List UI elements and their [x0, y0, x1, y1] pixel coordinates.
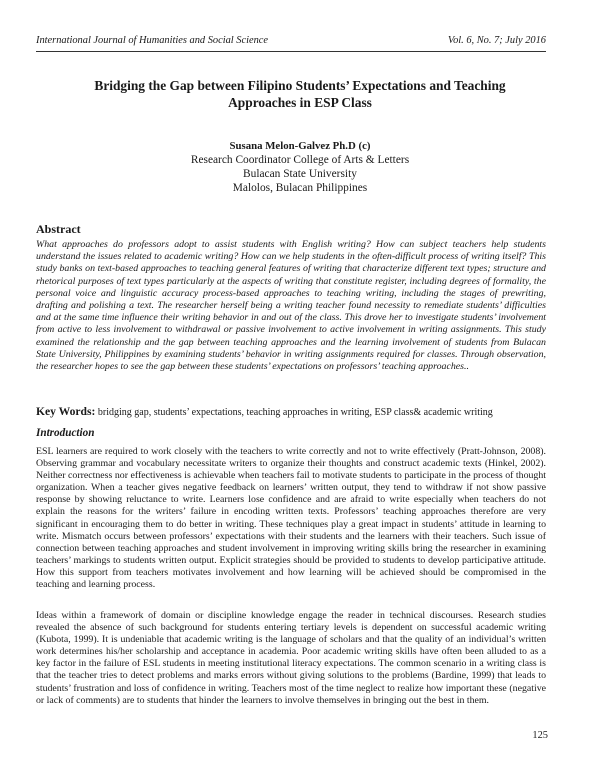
keywords-text: bridging gap, students’ expectations, teaching approaches in writing, ESP class& academic writing — [97, 407, 493, 418]
author-position: Research Coordinator College of Arts & Letters — [190, 154, 410, 167]
paper-title: Bridging the Gap between Filipino Students’ Expectations and Teaching Approaches in ESP Class — [94, 78, 506, 110]
author-institution: Bulacan State University — [243, 168, 357, 181]
introduction-paragraph-1: ESL learners are required to work closely with the teachers to write correctly and not to write effectively (Pratt-Johnson, 2008). Observing grammar and vocabulary necessitate writers to organize their thoughts and construct academic texts (Hinkel, 2002). Neither correctness nor effectiveness is achievable when teachers fail to motivate students to participate in the process of thought organization. When a teacher gives negative feedback on learners’ written output, they tend to withdraw if not show passive response by showing reluctance to write. Learners lose confidence and are afraid to write especially when teachers do not explain the reasons for the writers’ failure in encoding written texts. Professors’ teaching approaches therefore are very significant in encouraging them to do better in writing. These techniques play a great impact in students’ attitude in learning to write. Mismatch occurs between professors’ expectations with their students and the learners with their teachers. Such issue of connection between teaching approaches and student involvement in improving writing skills bring the researcher in examining teachers’ markings to students written output. Explicit strategies should be provided to students to develop participative attitude. How this support from teachers motivates involvement and how learning will be achieved should be compromised in the teaching and learning process. — [36, 446, 546, 591]
abstract-heading: Abstract — [36, 222, 81, 236]
abstract-text: What approaches do professors adopt to assist students with English writing? How can subject teachers help students understand the issues related to academic writing? How can we help students in the often-difficult process of writing itself? This study banks on text-based approaches to teaching general features of writing that characterize different text types; structure and rhetorical purposes of text types particularly at the aspects of writing that constitute register, including degrees of formality, the personal voice and linguistic accuracy process-based approaches to teaching writing, including the stages of prewriting, drafting and polishing a text. The researcher herself being a writing teacher found necessity to remediate students’ difficulties and at the same time influence their writing behavior in and out of the class. This drove her to investigate students’ involvement from active to less involvement to withdrawal or passive involvement to active involvement in writing assignments. This study examined the relationship and the gap between teaching approaches and the learning involvement of students from Bulacan State University, Philippines by examining students’ behavior in writing assignments required for classes. Through observation, the researcher hopes to see the gap between these students’ expectations on professors’ teaching approaches.. — [36, 239, 546, 372]
introduction-heading: Introduction — [36, 427, 95, 439]
volume-info: Vol. 6, No. 7; July 2016 — [447, 35, 546, 46]
introduction-paragraph-2: Ideas within a framework of domain or discipline knowledge engage the reader in technical discourses. Research studies revealed the absence of such background for students entering tertiary levels is dependent on successful academic writing (Kubota, 1999). It is undeniable that academic writing is the language of scholars and that the quality of an individual’s written work determines his/her scholarship and acceptance in academia. Poor academic writing skills have often been alluded to as a key factor in the failure of ESL students in meeting institutional literacy expectations. The common scenario in a writing class is that the teacher tries to detect problems and marks errors without giving solutions to the problems (Bardine, 1999) that leads to students’ frustration and loss of confidence in writing. Teachers most of the time neglect to realize how important these (negative or lack of comments) are to students that hinder the learners to involve themselves in bringing out the best in them. — [36, 610, 546, 706]
page-number: 125 — [532, 730, 548, 741]
keywords-label: Key Words: — [36, 405, 96, 418]
header-divider — [36, 51, 546, 52]
author-name: Susana Melon-Galvez Ph.D (c) — [229, 140, 371, 152]
keywords — [36, 405, 560, 420]
author-location: Malolos, Bulacan Philippines — [232, 182, 368, 195]
author-block — [60, 139, 540, 195]
journal-name: International Journal of Humanities and Social Science — [36, 35, 269, 46]
